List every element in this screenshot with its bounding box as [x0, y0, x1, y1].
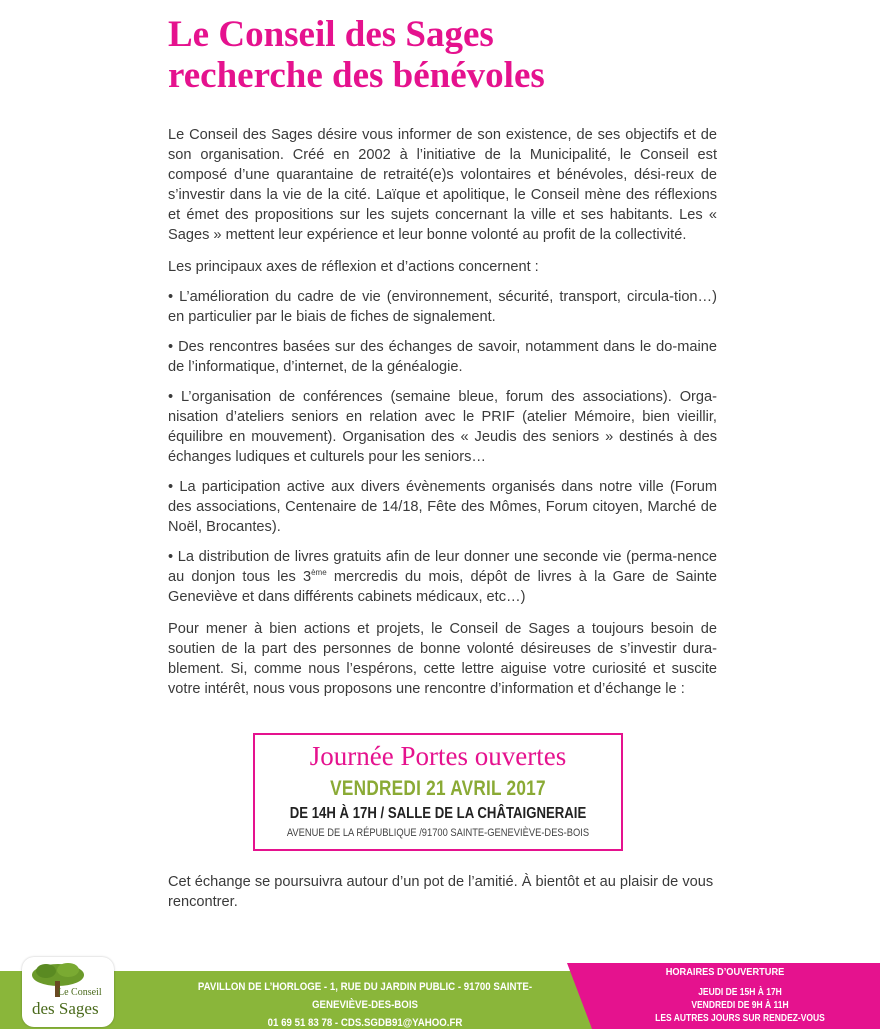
- address-line: PAVILLON DE L’HORLOGE - 1, RUE DU JARDIN PUBLIC - 91700 SAINTE-GENEVIÈVE-DES-BOIS: [197, 981, 533, 1011]
- bullet-text: mercredis du mois, dépôt de livres à la Gare de Sainte Geneviève et dans différents cabinets médicaux, etc…): [168, 569, 717, 605]
- title-line-1: Le Conseil des Sages: [168, 14, 494, 55]
- event-time-place: DE 14H À 17H / SALLE DE LA CHÂTAIGNERAIE: [289, 805, 587, 822]
- logo-text-line-1: Le Conseil: [58, 987, 102, 998]
- footer-address: [185, 978, 546, 1032]
- bullet-item: • Des rencontres basées sur des échanges de savoir, notamment dans le do-maine de l’informatique, d’internet, de la généalogie.: [168, 339, 717, 375]
- outro-paragraph: Pour mener à bien actions et projets, le Conseil de Sages a toujours besoin de soutien de la part des personnes de bonne volonté désireuses de s’investir dura-blement. Si, comme nous l’espérons, cette lettre aiguise votre curiosité et suscite votre intérêt, nous vous proposons une rencontre d’information et d’échange le :: [168, 621, 717, 697]
- logo: [22, 957, 114, 1027]
- closing-paragraph: Cet échange se poursuivra autour d’un pot de l’amitié. À bientôt et au plaisir de vous rencontrer.: [168, 874, 714, 910]
- article-body: [168, 125, 717, 709]
- axes-intro: Les principaux axes de réflexion et d’actions concernent :: [168, 259, 539, 275]
- bullet-item: • La participation active aux divers évènements organisés dans notre ville (Forum des associations, Centenaire de 14/18, Fête des Mômes, Forum citoyen, Marché de Noël, Brocantes).: [168, 479, 717, 535]
- superscript: ème: [311, 568, 327, 578]
- bullet-text: • La distribution de livres gratuits afin de leur donner une seconde vie (perma-nence au donjon tous les 3: [168, 549, 717, 585]
- event-address: AVENUE DE LA RÉPUBLIQUE /91700 SAINTE-GENEVIÈVE-DES-BOIS: [286, 827, 590, 839]
- contact-line: 01 69 51 83 78 - CDS.SGDB91@YAHOO.FR: [267, 1017, 463, 1029]
- hours-line: VENDREDI DE 9H À 11H: [691, 1000, 789, 1011]
- hours-line: LES AUTRES JOURS SUR RENDEZ-VOUS: [655, 1013, 825, 1024]
- bullet-item: • L’amélioration du cadre de vie (environnement, sécurité, transport, circula-tion…) en particulier par le biais de fiches de signalement.: [168, 289, 717, 325]
- page-title: [168, 14, 848, 96]
- hours-list: [655, 986, 825, 1025]
- hours-line: JEUDI DE 15H À 17H: [698, 987, 782, 998]
- logo-text-line-2: des Sages: [32, 999, 99, 1018]
- hours-title: HORAIRES D’OUVERTURE: [665, 966, 785, 978]
- event-date: VENDREDI 21 AVRIL 2017: [330, 777, 546, 800]
- open-day-box: [253, 733, 623, 851]
- bullet-item: [168, 547, 717, 607]
- title-line-2: recherche des bénévoles: [168, 55, 545, 96]
- event-title: Journée Portes ouvertes: [309, 741, 567, 771]
- bullet-item: • L’organisation de conférences (semaine bleue, forum des associations). Orga-nisation d’ateliers seniors en relation avec le PRIF (atelier Mémoire, bien vieillir, équilibre en mouvement). Organisation des « Jeudis des seniors » destinés à des échanges ludiques et culturels pour les seniors…: [168, 389, 717, 465]
- intro-paragraph: Le Conseil des Sages désire vous informer de son existence, de ses objectifs et de son organisation. Créé en 2002 à l’initiative de la Municipalité, le Conseil est composé d’une quarantaine de retraité(e)s volontaires et bénévoles, dési-reux de s’investir dans la vie de la cité. Laïque et apolitique, le Conseil mène des réflexions et émet des propositions sur les sujets concernant la ville et ses habitants. Les « Sages » mettent leur expérience et leur bonne volonté au profit de la collectivité.: [168, 127, 717, 243]
